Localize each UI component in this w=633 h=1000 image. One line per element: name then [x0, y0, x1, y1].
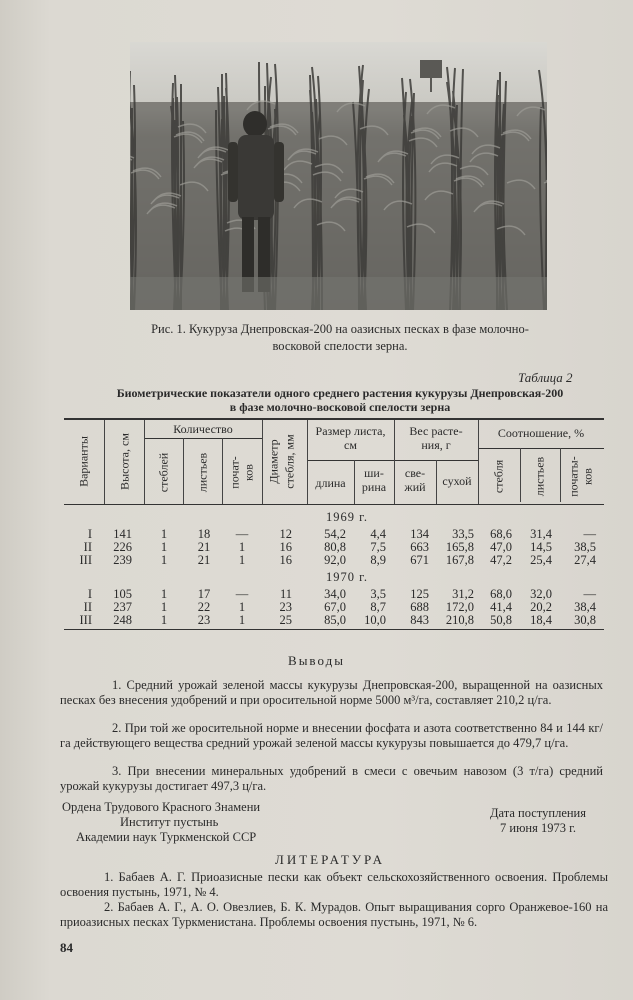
table-cell: 31,4	[530, 527, 552, 541]
table-cell: 1	[160, 613, 168, 627]
institution-line: Академии наук Туркменской ССР	[76, 830, 257, 844]
hdr-fresh-line: све-	[404, 466, 426, 480]
table-top-rule	[64, 418, 604, 420]
hdr-variant: Варианты	[76, 436, 91, 487]
table-title-line: Биометрические показатели одного среднего растения кукурузы Днепровская-200	[116, 386, 564, 400]
hdr-cobs-1: почат-	[227, 456, 242, 489]
table-cell: 92,0	[324, 553, 346, 567]
institution-line: Ордена Трудового Красного Знамени	[62, 800, 261, 814]
table-cell: 50,8	[490, 613, 512, 627]
table-cell: 1	[160, 527, 168, 541]
table-cell: 85,0	[324, 613, 346, 627]
hdr-width	[354, 466, 394, 494]
variant-cell: III	[79, 613, 92, 627]
table-cell: 18,4	[530, 613, 552, 627]
variant-cell: I	[87, 587, 92, 601]
table-cell: 47,0	[490, 540, 512, 554]
table-title	[70, 386, 610, 414]
table-cell: 3,5	[370, 587, 386, 601]
caption-line: Рис. 1. Кукуруза Днепровская-200 на оазисных песках в фазе молочно-	[151, 322, 529, 336]
table-cell: 31,2	[452, 587, 474, 601]
table-cell: 12	[279, 527, 292, 541]
hdr-count: Количество	[173, 422, 233, 436]
table-cell: 47,2	[490, 553, 512, 567]
table-cell: 172,0	[445, 600, 474, 614]
received-line: 7 июня 1973 г.	[500, 821, 576, 835]
received-date	[490, 806, 586, 836]
table-cell: 21	[197, 553, 211, 567]
table-title-line: в фазе молочно-восковой спелости зерна	[229, 400, 451, 414]
hdr-cobs-2: ков	[241, 464, 256, 481]
variant-cell: I	[87, 527, 92, 541]
table-cell: 20,2	[530, 600, 552, 614]
table-cell: 33,5	[452, 527, 474, 541]
hdr-leaf-size-line: см	[344, 438, 357, 452]
table-cell: 11	[279, 587, 292, 601]
table-cell: 210,8	[445, 613, 474, 627]
reference-2-text: 2. Бабаев А. Г., А. О. Овезлиев, Б. К. Мурадов. Опыт выращивания сорго Оранжевое-160 на приоазисных песках Туркменистана. Проблемы освоения пустынь, 1971, № 6.	[60, 900, 608, 929]
table-cell: 25,4	[530, 553, 552, 567]
table-cell: 239	[113, 553, 132, 567]
hdr-width-line: рина	[361, 480, 387, 494]
conclusion-1	[60, 678, 603, 707]
table-cell: 1	[238, 553, 246, 567]
table-cell: 105	[113, 587, 132, 601]
table-cell: —	[235, 587, 249, 601]
hdr-leaf-size	[307, 424, 394, 452]
leaf-size-rule	[307, 460, 394, 461]
table-cell: 38,4	[574, 600, 596, 614]
hdr-fresh	[394, 466, 436, 494]
hdr-weight-line: ния, г	[421, 438, 451, 452]
conclusions-title: Выводы	[288, 653, 345, 668]
hdr-leaves: листьев	[195, 452, 210, 493]
table-cell: 34,0	[324, 587, 346, 601]
corn-field-photo	[130, 42, 547, 310]
col-sep	[262, 420, 263, 504]
table-cell: 1	[238, 540, 246, 554]
variant-cell: II	[83, 600, 92, 614]
table-cell: 125	[410, 587, 429, 601]
table-cell: 226	[113, 540, 132, 554]
table-cell: 25	[279, 613, 292, 627]
hdr-diam-2: стебля, мм	[282, 434, 297, 489]
table-cell: 167,8	[445, 553, 474, 567]
table-cell: 23	[197, 613, 211, 627]
table-cell: 17	[197, 587, 211, 601]
table-cell: 141	[113, 527, 132, 541]
hdr-length: длина	[315, 476, 346, 490]
table-cell: 8,7	[370, 600, 386, 614]
reference-1-text: 1. Бабаев А. Г. Приоазисные пески как объект сельскохозяйственного освоения. Проблемы освоения пустынь, 1971, № 4.	[60, 870, 608, 899]
conclusion-3-text: 3. При внесении минеральных удобрений в смеси с овечьим навозом (3 т/га) средний урожай кукурузы достигает 497,3 ц/га.	[60, 764, 603, 793]
table-cell: 38,5	[574, 540, 596, 554]
table-label: Таблица 2	[518, 370, 573, 385]
institution-block	[62, 800, 260, 845]
hdr-ratio-cobs-2: ков	[580, 468, 595, 485]
hdr-ratio: Соотношение, %	[497, 426, 585, 440]
hdr-width-line: ши-	[364, 466, 384, 480]
literature-title: ЛИТЕРАТУРА	[275, 852, 385, 867]
table-cell: 30,8	[574, 613, 596, 627]
table-cell: 165,8	[445, 540, 474, 554]
table-cell: 671	[410, 553, 429, 567]
table-cell: 4,4	[370, 527, 386, 541]
count-rule	[144, 438, 262, 439]
table-cell: 22	[197, 600, 211, 614]
table-cell: —	[583, 587, 596, 601]
table-cell: 23	[279, 600, 292, 614]
year-label: 1970 г.	[326, 570, 368, 584]
table-cell: 248	[113, 613, 132, 627]
table-cell: 14,5	[530, 540, 552, 554]
table-cell: 68,0	[490, 587, 512, 601]
institution-line: Институт пустынь	[120, 815, 219, 829]
table-cell: 7,5	[370, 540, 386, 554]
table-cell: 1	[160, 587, 168, 601]
table-cell: 41,4	[490, 600, 512, 614]
header-bottom-rule	[64, 504, 604, 505]
ratio-rule	[478, 448, 604, 449]
table-cell: 54,2	[324, 527, 346, 541]
received-line: Дата поступления	[490, 806, 586, 820]
hdr-weight	[394, 424, 478, 452]
table-cell: 1	[238, 600, 246, 614]
table-cell: 27,4	[574, 553, 596, 567]
hdr-leaf-size-line: Размер листа,	[315, 424, 386, 438]
table-cell: 21	[197, 540, 211, 554]
variant-cell: III	[79, 553, 92, 567]
conclusion-2-text: 2. При той же оросительной норме и внесении фосфата и азота соответственно 84 и 144 кг/га действующего вещества средний урожай зеленой массы кукурузы повышается до 479,7 ц/га.	[60, 721, 603, 750]
table-cell: 67,0	[324, 600, 346, 614]
table-cell: 16	[279, 553, 292, 567]
hdr-ratio-stems: стебля	[491, 459, 506, 494]
col-sep	[104, 420, 105, 504]
table-cell: 1	[160, 540, 168, 554]
table-cell: 688	[410, 600, 429, 614]
hdr-fresh-line: жий	[404, 480, 426, 494]
hdr-ratio-cobs-1: початы-	[566, 456, 581, 497]
col-sep	[520, 448, 521, 502]
hdr-dry: сухой	[442, 474, 472, 488]
col-sep	[560, 448, 561, 502]
table-cell: 134	[410, 527, 429, 541]
table-bottom-rule	[64, 629, 604, 630]
table-cell: 10,0	[364, 613, 386, 627]
table-cell: 1	[238, 613, 246, 627]
table-cell: 32,0	[530, 587, 552, 601]
page-number: 84	[60, 940, 73, 955]
table-cell: 18	[197, 527, 211, 541]
table-cell: 68,6	[490, 527, 512, 541]
conclusion-3	[60, 764, 603, 793]
col-sep	[222, 438, 223, 504]
figure-caption	[95, 321, 585, 355]
conclusion-1-text: 1. Средний урожай зеленой массы кукурузы Днепровская-200, выращенной на оазисных песках без внесения удобрений и при оросительной норме 5000 м³/га, составляет 210,2 ц/га.	[60, 678, 603, 707]
biometric-table	[64, 418, 604, 630]
table-cell: 80,8	[324, 540, 346, 554]
hdr-ratio-leaves: листьев	[532, 456, 547, 497]
table-cell: 1	[160, 553, 168, 567]
conclusion-2	[60, 721, 603, 750]
table-cell: 663	[410, 540, 429, 554]
year-label: 1969 г.	[326, 510, 368, 524]
table-cell: 1	[160, 600, 168, 614]
table-cell: 8,9	[370, 553, 386, 567]
col-sep	[183, 438, 184, 504]
caption-line: восковой спелости зерна.	[272, 339, 408, 353]
hdr-height: Высота, см	[117, 433, 132, 490]
variant-cell: II	[83, 540, 92, 554]
table-cell: 843	[410, 613, 429, 627]
hdr-stems: стеблей	[156, 452, 171, 493]
reference-1	[60, 870, 608, 899]
table-cell: 16	[279, 540, 292, 554]
hdr-diam-1: Диаметр	[266, 439, 281, 484]
hdr-weight-line: Вес расте-	[409, 424, 463, 438]
table-cell: 237	[113, 600, 132, 614]
table-cell: —	[583, 527, 596, 541]
reference-2	[60, 900, 608, 929]
table-cell: —	[235, 527, 249, 541]
